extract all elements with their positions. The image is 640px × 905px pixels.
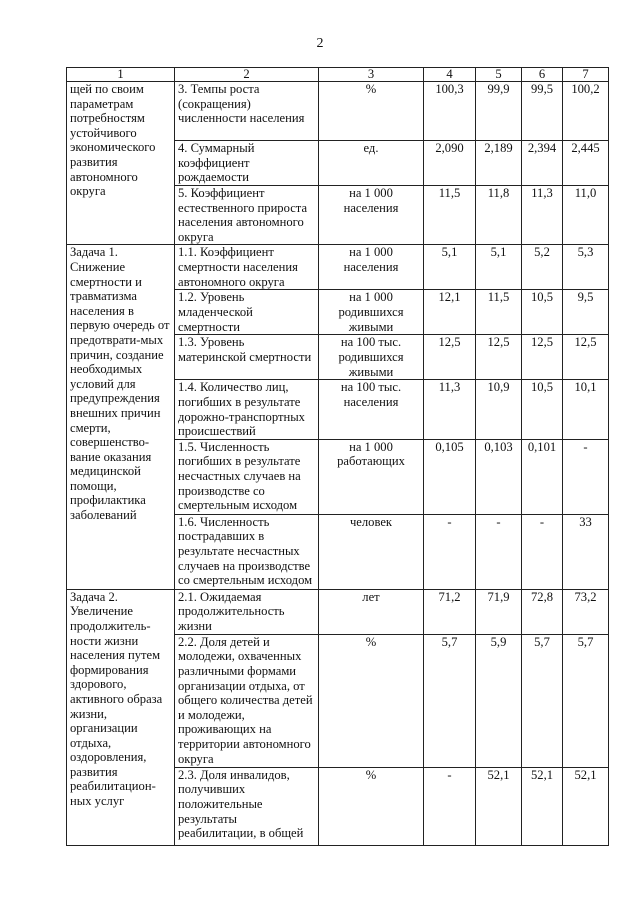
value-cell: 12,5 — [563, 335, 609, 380]
value-cell: 2,090 — [424, 141, 476, 186]
indicator-cell: 5. Коэффициент естественного прироста населения автономного округа — [175, 186, 319, 245]
value-cell: 5,3 — [563, 245, 609, 290]
page-number: 2 — [316, 36, 324, 51]
indicator-cell: 1.6. Численность пострадавших в результате несчастных случаев на производстве со смертельным исходом — [175, 514, 319, 589]
value-cell: 0,101 — [522, 439, 563, 514]
value-cell: 71,2 — [424, 589, 476, 634]
table-row — [67, 589, 609, 634]
indicators-table — [66, 67, 609, 846]
indicator-cell: 2.3. Доля инвалидов, получивших положительные результаты реабилитации, в общей — [175, 767, 319, 845]
unit-cell: на 1 000 населения — [319, 186, 424, 245]
value-cell: 12,1 — [424, 290, 476, 335]
value-cell: 0,103 — [476, 439, 522, 514]
unit-cell: лет — [319, 589, 424, 634]
task-cell: Задача 1. Снижение смертности и травматизма населения в первую очередь от предотврати-мых причин, создание необходимых условий для предупреждения внешних причин смерти, совершенство-вание оказания медицинской помощи, профилактика заболеваний — [67, 245, 175, 589]
column-number: 4 — [424, 68, 476, 82]
value-cell: 52,1 — [563, 767, 609, 845]
unit-cell: на 100 тыс. населения — [319, 380, 424, 439]
unit-cell: на 1 000 работающих — [319, 439, 424, 514]
value-cell: 99,9 — [476, 82, 522, 141]
value-cell: - — [424, 514, 476, 589]
indicator-cell: 2.2. Доля детей и молодежи, охваченных различными формами организации отдыха, от общего количества детей и молодежи, проживающих на территории автономного округа — [175, 634, 319, 767]
indicator-cell: 1.2. Уровень младенческой смертности — [175, 290, 319, 335]
value-cell: 5,7 — [522, 634, 563, 767]
value-cell: 11,0 — [563, 186, 609, 245]
unit-cell: % — [319, 767, 424, 845]
value-cell: 100,3 — [424, 82, 476, 141]
unit-cell: % — [319, 634, 424, 767]
value-cell: 71,9 — [476, 589, 522, 634]
unit-cell: на 1 000 населения — [319, 245, 424, 290]
value-cell: - — [476, 514, 522, 589]
unit-cell: на 1 000 родившихся живыми — [319, 290, 424, 335]
value-cell: 10,1 — [563, 380, 609, 439]
value-cell: 52,1 — [476, 767, 522, 845]
column-number: 2 — [175, 68, 319, 82]
value-cell: 0,105 — [424, 439, 476, 514]
value-cell: 10,9 — [476, 380, 522, 439]
column-number: 7 — [563, 68, 609, 82]
value-cell: 10,5 — [522, 380, 563, 439]
value-cell: 5,7 — [424, 634, 476, 767]
value-cell: 12,5 — [522, 335, 563, 380]
column-number: 1 — [67, 68, 175, 82]
value-cell: 52,1 — [522, 767, 563, 845]
indicator-cell: 1.1. Коэффициент смертности населения автономного округа — [175, 245, 319, 290]
value-cell: 72,8 — [522, 589, 563, 634]
value-cell: 11,3 — [424, 380, 476, 439]
indicator-cell: 4. Суммарный коэффициент рождаемости — [175, 141, 319, 186]
indicator-cell: 2.1. Ожидаемая продолжительность жизни — [175, 589, 319, 634]
value-cell: 9,5 — [563, 290, 609, 335]
value-cell: 2,394 — [522, 141, 563, 186]
column-number: 3 — [319, 68, 424, 82]
value-cell: 33 — [563, 514, 609, 589]
indicator-cell: 1.4. Количество лиц, погибших в результате дорожно-транспортных происшествий — [175, 380, 319, 439]
unit-cell: на 100 тыс. родившихся живыми — [319, 335, 424, 380]
value-cell: 5,7 — [563, 634, 609, 767]
indicator-cell: 3. Темпы роста (сокращения) численности населения — [175, 82, 319, 141]
column-number: 6 — [522, 68, 563, 82]
value-cell: 10,5 — [522, 290, 563, 335]
table-row — [67, 245, 609, 290]
task-cell: щей по своим параметрам потребностям устойчивого экономического развития автономного округа — [67, 82, 175, 245]
value-cell: 73,2 — [563, 589, 609, 634]
value-cell: 2,189 — [476, 141, 522, 186]
value-cell: - — [522, 514, 563, 589]
unit-cell: % — [319, 82, 424, 141]
column-number: 5 — [476, 68, 522, 82]
indicator-cell: 1.3. Уровень материнской смертности — [175, 335, 319, 380]
value-cell: 11,5 — [424, 186, 476, 245]
value-cell: 100,2 — [563, 82, 609, 141]
value-cell: 12,5 — [476, 335, 522, 380]
value-cell: 5,1 — [424, 245, 476, 290]
unit-cell: ед. — [319, 141, 424, 186]
value-cell: 11,3 — [522, 186, 563, 245]
indicator-cell: 1.5. Численность погибших в результате несчастных случаев на производстве со смертельным исходом — [175, 439, 319, 514]
value-cell: 11,5 — [476, 290, 522, 335]
value-cell: - — [563, 439, 609, 514]
value-cell: 99,5 — [522, 82, 563, 141]
value-cell: - — [424, 767, 476, 845]
unit-cell: человек — [319, 514, 424, 589]
value-cell: 5,1 — [476, 245, 522, 290]
column-number-row — [67, 68, 609, 82]
task-cell: Задача 2. Увеличение продолжитель-ности жизни населения путем формирования здорового, активного образа жизни, организации отдыха, оздоровления, развития реабилитацион-ных услуг — [67, 589, 175, 845]
value-cell: 5,9 — [476, 634, 522, 767]
value-cell: 11,8 — [476, 186, 522, 245]
table-row — [67, 82, 609, 141]
value-cell: 2,445 — [563, 141, 609, 186]
value-cell: 12,5 — [424, 335, 476, 380]
value-cell: 5,2 — [522, 245, 563, 290]
